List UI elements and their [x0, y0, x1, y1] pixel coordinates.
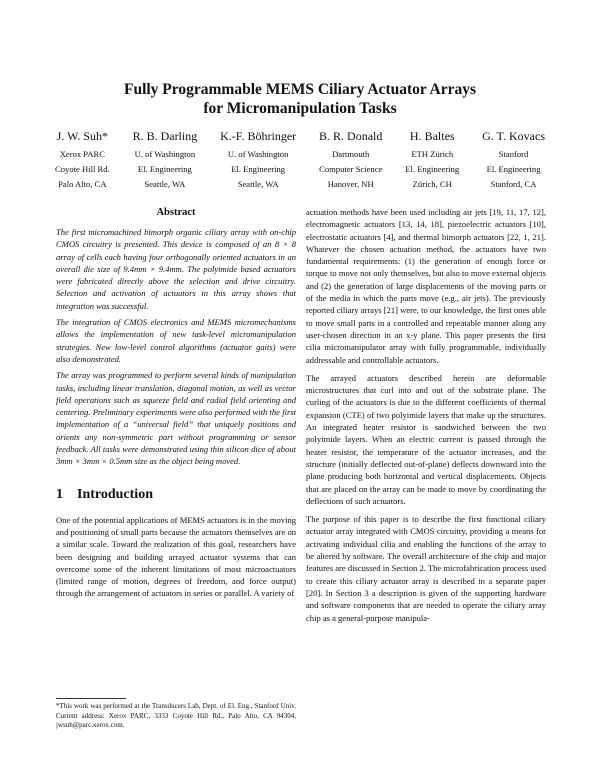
footnote-rule	[56, 698, 126, 699]
abstract-body	[56, 226, 296, 468]
author-name: H. Baltes	[409, 129, 455, 143]
author-department: El. Engineering	[486, 164, 541, 174]
left-column	[56, 206, 296, 604]
author-department: Computer Science	[319, 164, 383, 174]
body-paragraph: One of the potential applications of MEMS actuators is in the moving and positioning of small parts because the actuators themselves are on a similar scale. Toward the realization of this goal, researchers have been designing and building arrayed actuator systems that can overcome some of the inherent limitations of most microactuators (limited range of motion, degrees of freedom, and force output) through the arrangement of actuators in series or parallel. A variety of	[56, 514, 296, 599]
author-location: Seattle, WA	[144, 179, 186, 189]
author-location: Zürich, CH	[412, 179, 452, 189]
abstract-paragraph: The first micromachined bimorph organic ciliary array with on-chip CMOS circuitry is presented. This device is composed of an 8 × 8 array of cells each having four orthogonally oriented actuators in an overall die size of 9.4mm × 9.4mm. The polyimide based actuators were fabricated directly above the selection and drive circuitry. Selection and activation of actuators in this array shows that integration was successful.	[56, 227, 296, 311]
author-department: El. Engineering	[405, 164, 460, 174]
body-paragraph: The purpose of this paper is to describe the first functional ciliary actuator array integrated with CMOS circuitry, providing a means for activating individual cilia and enabling the functions of the array to be altered by software. The overall architecture of the chip and major features are discussed in Section 2. The microfabrication process used to create this ciliary actuator array is described in a separate paper [20]. In Section 3 a description is given of the supporting hardware and software components that are needed to operate the ciliary array chip as a general-purpose manipula-	[306, 514, 546, 623]
right-column	[306, 206, 546, 630]
author-institution: Stanford	[498, 149, 529, 159]
author-institution: U. of Washington	[227, 149, 289, 159]
author-location: Palo Alto, CA	[58, 179, 107, 189]
author-institution: Dartmouth	[332, 149, 370, 159]
author-block	[482, 128, 545, 192]
author-location: Seattle, WA	[237, 179, 279, 189]
section-number: 1	[56, 486, 63, 502]
author-list	[55, 128, 545, 192]
author-name: K.-F. Böhringer	[220, 129, 297, 143]
author-name: J. W. Suh*	[56, 129, 109, 143]
author-block	[220, 128, 296, 192]
author-name: G. T. Kovacs	[482, 129, 545, 143]
body-paragraph: The arrayed actuators described herein are deformable microstructures that curl into and out of the substrate plane. The curling of the actuators is due to the different coefficients of thermal expansion (CTE) of two polyimide layers that make up the structures. An integrated heater resistor is sandwiched between the two polyimide layers. When an electric current is passed through the heater resistor, the temperature of the actuator increases, and the structure (initially deflected out-of-plane) deflects downward into the plane producing both horizontal and vertical displacements. Objects that are placed on the array can be made to move by coordinating the deflections of such actuators.	[306, 372, 546, 506]
paper-title	[0, 80, 600, 118]
author-block	[405, 128, 459, 192]
author-department: Coyote Hill Rd.	[55, 164, 110, 174]
author-name: B. R. Donald	[319, 129, 383, 143]
body-paragraph: actuation methods have been used including air jets [19, 11, 17, 12], electromagnetic actuators [13, 14, 18], piezoelectric actuators [10], electrostatic actuators [4], and thermal bimorph actuators [22, 1, 21]. Whatever the chosen actuation method, the actuators have two fundamental requirements: (1) the generation of enough force or torque to move not only themselves, but also to move external objects and (2) the generation of large displacements of the moving parts or of the media in which the parts move (e.g., air jets). The previously reported ciliary arrays [21] were, to our knowledge, the first ones able to move small parts in a controlled and repeatable manner along any user-chosen direction in an x-y plane. This paper presents the first cilia micromanipulator array with fully programmable, individually addressable and controllable actuators.	[306, 207, 546, 365]
author-name: R. B. Darling	[132, 129, 198, 143]
section-title: Introduction	[77, 486, 153, 502]
author-block	[319, 128, 382, 192]
author-block	[133, 128, 198, 192]
author-institution: ETH Zürich	[411, 149, 454, 159]
author-department: El. Engineering	[231, 164, 286, 174]
abstract-paragraph: The integration of CMOS electronics and MEMS micromechanisms allows the implementation of new task-level micromanipulation strategies. New low-level control algorithms (actuator gaits) were also demonstrated.	[56, 317, 296, 364]
abstract-paragraph: The array was programmed to perform several kinds of manipulation tasks, including linear translation, diagonal motion, as well as vector field operations such as squeeze field and radial field orienting and centering. Preliminary experiments were also performed with the first implementation of a “universal field” that uniquely positions and orients any non-symmetric part without programming or sensor feedback. All tasks were demonstrated using thin silicon dice of about 3mm × 3mm × 0.5mm size as the object being moved.	[56, 370, 296, 467]
title-line-2: for Micromanipulation Tasks	[203, 100, 397, 117]
author-location: Hanover, NH	[327, 179, 374, 189]
author-location: Stanford, CA	[490, 179, 537, 189]
author-institution: U. of Washington	[134, 149, 196, 159]
author-institution: Xerox PARC	[59, 149, 105, 159]
title-line-1: Fully Programmable MEMS Ciliary Actuator Arrays	[123, 81, 476, 98]
section-heading	[56, 486, 296, 504]
author-department: El. Engineering	[137, 164, 192, 174]
footnote: *This work was performed at the Transducers Lab, Dept. of El. Eng., Stanford Univ. Current address: Xerox PARC, 3333 Coyote Hill Rd., Palo Alto, CA 94304, jwsuh@parc.xerox.com.	[56, 702, 296, 729]
abstract-heading: Abstract	[156, 207, 196, 218]
author-block	[55, 128, 110, 192]
